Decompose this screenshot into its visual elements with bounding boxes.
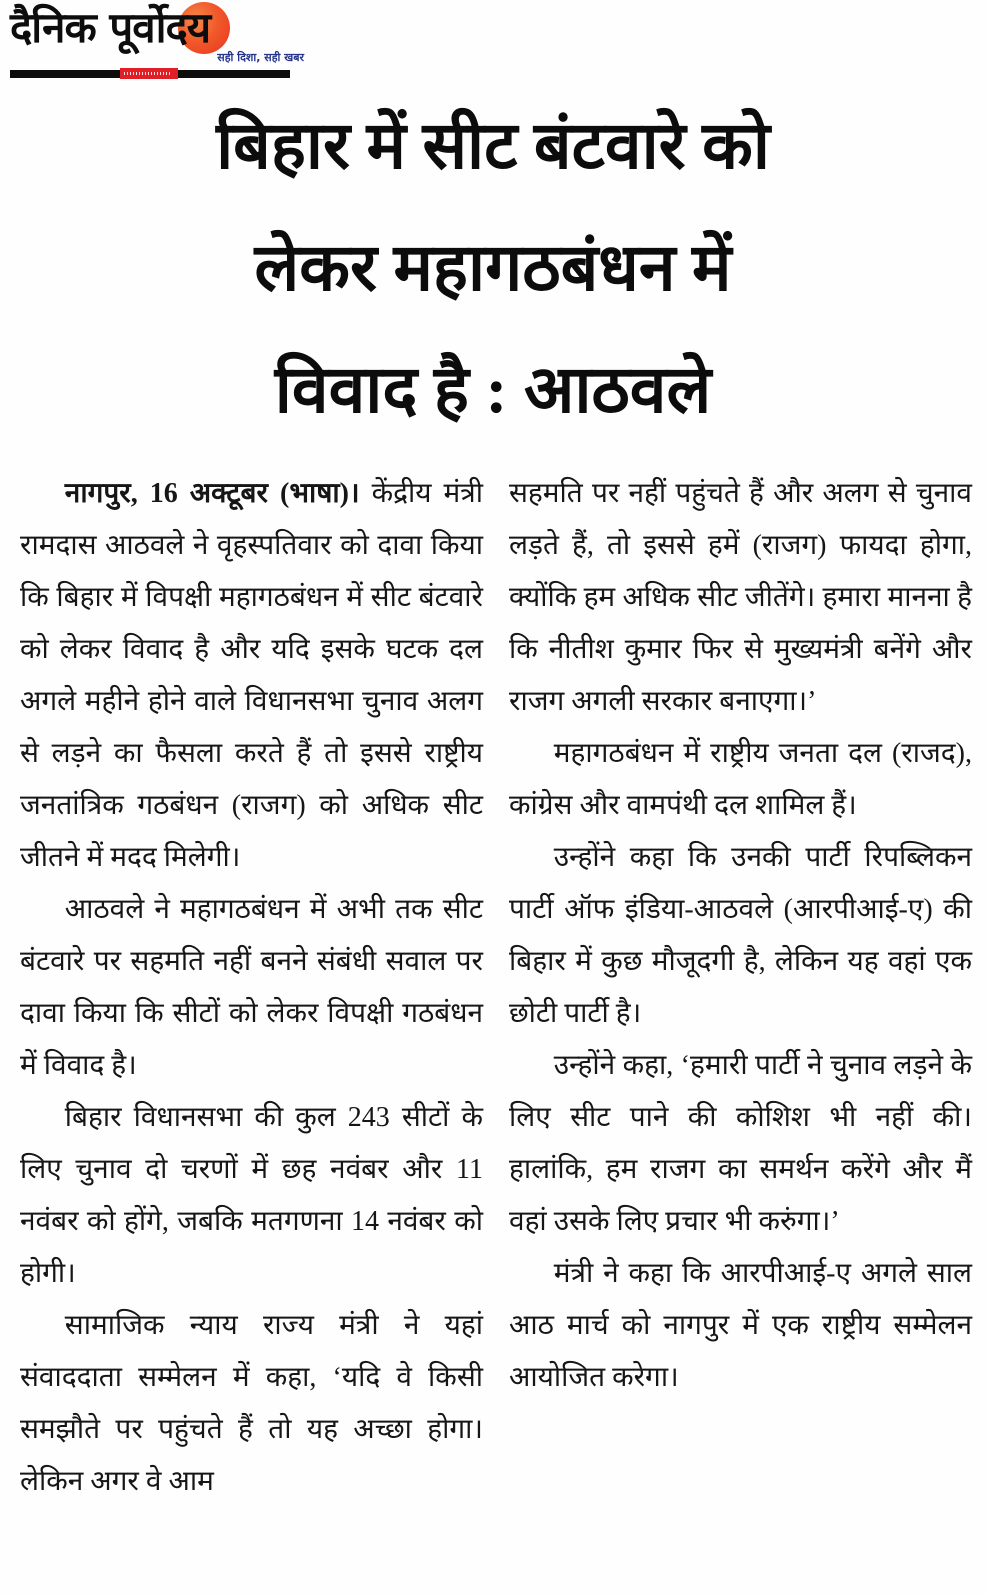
paragraph: उन्होंने कहा कि उनकी पार्टी रिपब्लिकन पार्टी ऑफ इंडिया-आठवले (आरपीआई-ए) की बिहार में कुछ मौजूदगी है, लेकिन यह वहां एक छोटी पार्टी है। (509, 842, 972, 1029)
newspaper-name: दैनिक पूर्वोदय (10, 3, 211, 52)
masthead-tagline: सही दिशा, सही खबर (217, 51, 304, 64)
paragraph-continuation: सहमति पर नहीं पहुंचते हैं और अलग से चुनाव लड़ते हैं, तो इससे हमें (राजग) फायदा होगा, क्योंकि हम अधिक सीट जीतेंगे। हमारा मानना है कि नीतीश कुमार फिर से मुख्यमंत्री बनेंगे और राजग अगली सरकार बनाएगा।’ (509, 478, 972, 717)
paragraph-text: केंद्रीय मंत्री रामदास आठवले ने वृहस्पतिवार को दावा किया कि बिहार में विपक्षी महागठबंधन में सीट बंटवारे को लेकर विवाद है और यदि इसके घटक दल अगले महीने होने वाले विधानसभा चुनाव अलग से लड़ने का फैसला करते हैं तो इससे राष्ट्रीय जनतांत्रिक गठबंधन (राजग) को अधिक सीट जीतने में मदद मिलेगी। (20, 478, 483, 873)
paragraph: उन्होंने कहा, ‘हमारी पार्टी ने चुनाव लड़ने के लिए सीट पाने की कोशिश भी नहीं की। हालांकि, हम राजग का समर्थन करेंगे और मैं वहां उसके लिए प्रचार भी करुंगा।’ (509, 1050, 972, 1237)
headline-line-3: विवाद है : आठवले (274, 354, 712, 427)
publisher-band (120, 68, 178, 79)
paragraph: बिहार विधानसभा की कुल 243 सीटों के लिए चुनाव दो चरणों में छह नवंबर और 11 नवंबर को होंगे, जबकि मतगणना 14 नवंबर को होगी। (20, 1102, 483, 1289)
headline-line-2: लेकर महागठबंधन में (254, 232, 732, 305)
masthead-divider (10, 70, 290, 78)
dateline: नागपुर, 16 अक्टूबर (भाषा)। (64, 478, 360, 509)
column-left (20, 468, 483, 1508)
newspaper-logo (10, 4, 224, 52)
paragraph: मंत्री ने कहा कि आरपीआई-ए अगले साल आठ मार्च को नागपुर में एक राष्ट्रीय सम्मेलन आयोजित करेगा। (509, 1258, 972, 1393)
paragraph: महागठबंधन में राष्ट्रीय जनता दल (राजद), कांग्रेस और वामपंथी दल शामिल हैं। (509, 738, 972, 821)
headline-line-1: बिहार में सीट बंटवारे को (216, 110, 770, 183)
article-headline (30, 86, 956, 452)
paragraph-lead (20, 468, 483, 884)
column-right (509, 468, 972, 1508)
masthead (10, 4, 310, 65)
paragraph: आठवले ने महागठबंधन में अभी तक सीट बंटवारे पर सहमति नहीं बनने संबंधी सवाल पर दावा किया कि सीटों को लेकर विपक्षी गठबंधन में विवाद है। (20, 894, 483, 1081)
paragraph: सामाजिक न्याय राज्य मंत्री ने यहां संवाददाता सम्मेलन में कहा, ‘यदि वे किसी समझौते पर पहुंचते हैं तो यह अच्छा होगा। लेकिन अगर वे आम (20, 1310, 483, 1497)
article-body (20, 468, 972, 1508)
